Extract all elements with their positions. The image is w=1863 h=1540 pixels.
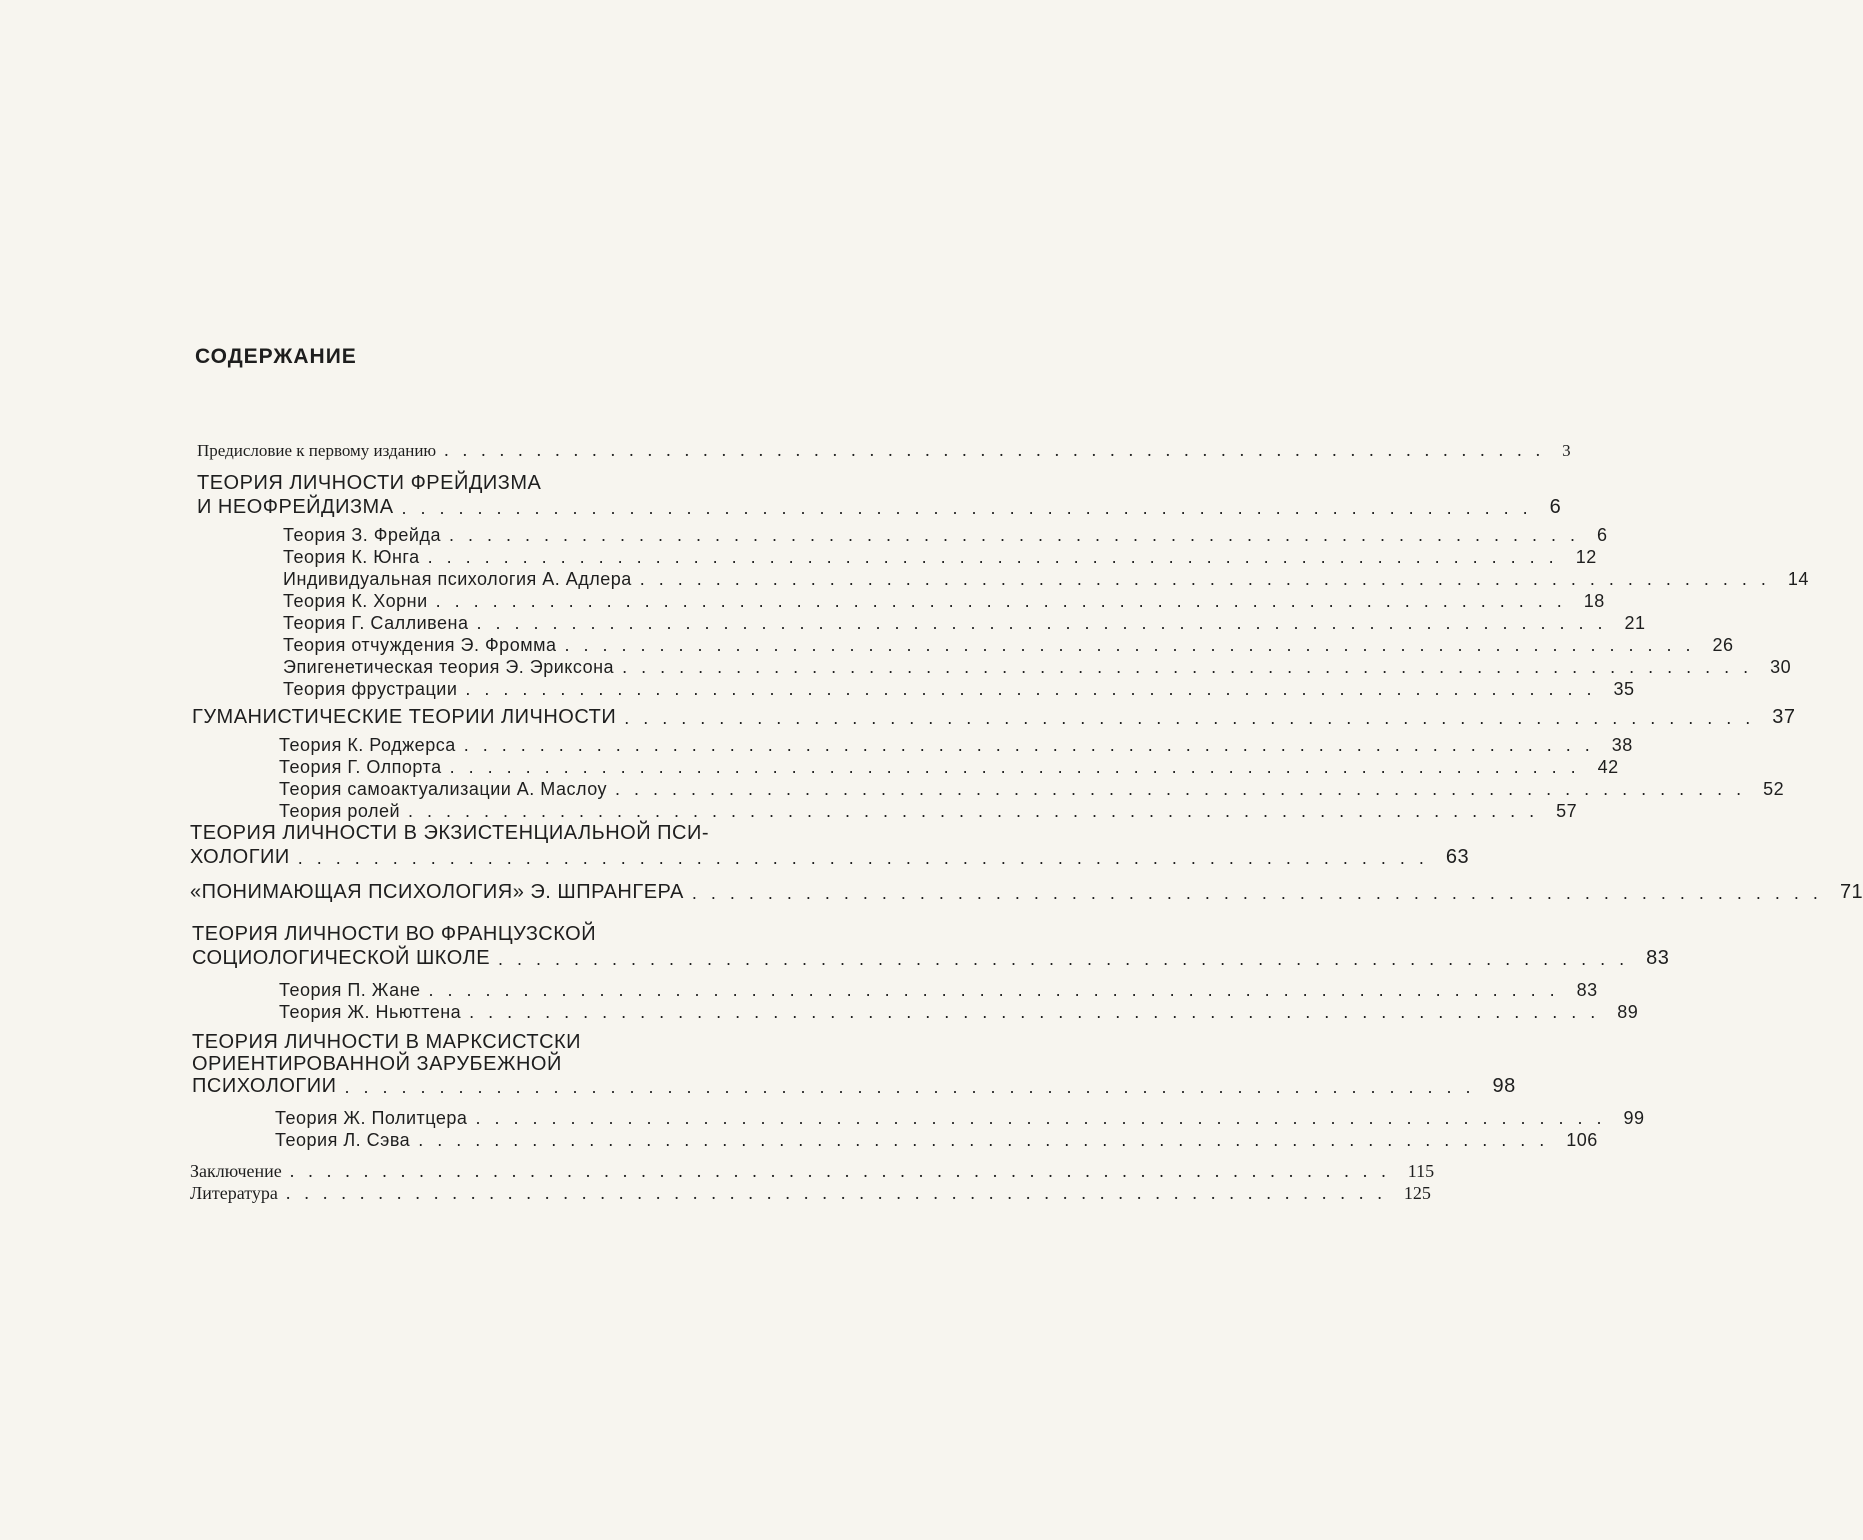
- toc-entry-title: ТЕОРИЯ ЛИЧНОСТИ В МАРКСИСТСКИ: [192, 1031, 582, 1053]
- toc-entry-page: 83: [1576, 980, 1598, 1000]
- dot-leader: ............................................................: [463, 735, 1604, 755]
- toc-entry-title: Теория отчуждения Э. Фромма: [283, 635, 557, 655]
- toc-entry-page: 83: [1646, 947, 1670, 969]
- toc-entry-title: Теория Г. Салливена: [283, 613, 469, 633]
- toc-entry: [279, 776, 1785, 800]
- toc-entry-title: Предисловие к первому изданию: [197, 441, 437, 460]
- toc-entry: [279, 977, 1598, 1001]
- toc-entry-title: Теория К. Роджерса: [279, 735, 456, 755]
- toc-entry-title: Теория фрустрации: [283, 679, 458, 699]
- dot-leader: ............................................................: [427, 547, 1568, 567]
- dot-leader: ............................................................: [401, 498, 1542, 518]
- toc-entry-page: 21: [1624, 613, 1646, 633]
- toc-entry: [192, 1052, 848, 1076]
- toc-entry-page: 57: [1556, 801, 1578, 821]
- dot-leader: ............................................................: [428, 980, 1569, 1000]
- toc-entry-page: 14: [1787, 569, 1809, 589]
- dot-leader: ............................................................: [465, 679, 1606, 699]
- toc-entry-title: Теория Ж. Ньюттена: [279, 1002, 462, 1022]
- dot-leader: ............................................................: [444, 440, 1555, 460]
- toc-entry: [192, 1074, 1516, 1098]
- toc-entry: [283, 544, 1597, 568]
- toc-entry: [192, 705, 1796, 729]
- toc-entry-title: Теория ролей: [279, 801, 401, 821]
- toc-entry-title: ГУМАНИСТИЧЕСКИЕ ТЕОРИИ ЛИЧНОСТИ: [192, 706, 617, 728]
- toc-entry-page: 6: [1549, 496, 1562, 518]
- toc-entry-page: 26: [1712, 635, 1734, 655]
- dot-leader: ............................................................: [475, 1108, 1616, 1128]
- toc-entry-title: Теория Ж. Политцера: [275, 1108, 468, 1128]
- toc-entry: [283, 610, 1646, 634]
- toc-entry-title: Заключение: [190, 1161, 282, 1181]
- toc-entry: [283, 632, 1734, 656]
- toc-entry-page: 30: [1770, 657, 1792, 677]
- toc-entry: [275, 1105, 1645, 1129]
- toc-entry-page: 115: [1407, 1161, 1435, 1181]
- toc-entry: [283, 588, 1605, 612]
- toc-entry-title: Теория К. Хорни: [283, 591, 428, 611]
- toc-entry: [279, 798, 1578, 822]
- toc-entry-page: 63: [1445, 846, 1470, 868]
- toc-entry-page: 52: [1763, 779, 1785, 799]
- toc-entry-title: Теория К. Юнга: [283, 547, 420, 567]
- toc-entry-title: «ПОНИМАЮЩАЯ ПСИХОЛОГИЯ» Э. ШПРАНГЕРА: [190, 881, 684, 903]
- toc-entry-page: 42: [1597, 757, 1619, 777]
- toc-entry: [190, 1158, 1435, 1182]
- toc-entry-title: Теория П. Жане: [279, 980, 421, 1000]
- dot-leader: ............................................................: [498, 949, 1639, 969]
- toc-entry: [283, 522, 1608, 546]
- toc-entry-title: ТЕОРИЯ ЛИЧНОСТИ В ЭКЗИСТЕНЦИАЛЬНОЙ ПСИ-: [190, 822, 710, 844]
- toc-entry: [190, 1180, 1431, 1204]
- dot-leader: [717, 823, 840, 845]
- toc-entry: [283, 566, 1809, 590]
- dot-leader: ............................................................: [476, 613, 1617, 633]
- toc-entry-page: 106: [1566, 1130, 1598, 1150]
- toc-entry: [279, 754, 1619, 778]
- toc-entry-page: 37: [1772, 706, 1796, 728]
- toc-entry: [283, 654, 1792, 678]
- toc-entry: [279, 732, 1633, 756]
- toc-entry-title: ТЕОРИЯ ЛИЧНОСТИ ФРЕЙДИЗМА: [197, 472, 542, 494]
- dot-leader: ............................................................: [435, 591, 1576, 611]
- dot-leader: ............................................................: [624, 708, 1765, 728]
- toc-entry-title: СОЦИОЛОГИЧЕСКОЙ ШКОЛЕ: [192, 947, 491, 969]
- toc-entry: [190, 880, 1863, 904]
- toc-entry-title: Индивидуальная психология А. Адлера: [283, 569, 632, 589]
- toc-entry-page: 98: [1492, 1075, 1516, 1097]
- toc-entry-page: 18: [1583, 591, 1605, 611]
- dot-leader: ............................................................: [418, 1130, 1559, 1150]
- toc-entry: [197, 471, 850, 495]
- dot-leader: ............................................................: [285, 1183, 1396, 1203]
- toc-entry-title: Теория З. Фрейда: [283, 525, 441, 545]
- toc-entry-page: 71: [1839, 881, 1863, 903]
- toc-entry-page: 3: [1562, 441, 1571, 460]
- toc-entry-page: 125: [1403, 1183, 1431, 1203]
- toc-entry-title: Теория Л. Сэва: [275, 1130, 411, 1150]
- toc-entry: [190, 821, 848, 845]
- toc-entry-title: Литература: [190, 1183, 278, 1203]
- dot-leader: ............................................................: [639, 569, 1780, 589]
- toc-entry: [275, 1127, 1598, 1151]
- toc-entry: [192, 1030, 848, 1054]
- dot-leader: ............................................................: [615, 779, 1756, 799]
- dot-leader: ............................................................: [469, 1002, 1610, 1022]
- dot-leader: ............................................................: [297, 848, 1438, 868]
- page-title: СОДЕРЖАНИЕ: [195, 345, 357, 368]
- toc-entry-title: Эпигенетическая теория Э. Эриксона: [283, 657, 615, 677]
- toc-entry: [190, 845, 1470, 869]
- toc-entry-page: 35: [1613, 679, 1635, 699]
- toc-entry: [197, 495, 1562, 519]
- toc-entry-page: 89: [1617, 1002, 1639, 1022]
- dot-leader: ............................................................: [344, 1077, 1485, 1097]
- toc-entry: [192, 946, 1670, 970]
- toc-entry: [283, 676, 1635, 700]
- dot-leader: ............................................................: [448, 525, 1590, 545]
- dot-leader: [589, 1032, 840, 1054]
- toc-entry-title: ОРИЕНТИРОВАННОЙ ЗАРУБЕЖНОЙ: [192, 1053, 562, 1075]
- toc-entry-title: Теория самоактуализации А. Маслоу: [279, 779, 608, 799]
- toc-entry: [279, 999, 1639, 1023]
- toc-entry-title: Теория Г. Олпорта: [279, 757, 442, 777]
- dot-leader: ............................................................: [564, 635, 1705, 655]
- toc-entry: [192, 922, 848, 946]
- dot-leader: ............................................................: [449, 757, 1590, 777]
- toc-entry-title: ТЕОРИЯ ЛИЧНОСТИ ВО ФРАНЦУЗСКОЙ: [192, 923, 597, 945]
- dot-leader: [549, 473, 842, 495]
- toc-entry-title: ХОЛОГИИ: [190, 846, 290, 868]
- dot-leader: ............................................................: [408, 801, 1549, 821]
- dot-leader: ............................................................: [622, 657, 1763, 677]
- dot-leader: [604, 924, 840, 946]
- toc-entry-page: 6: [1597, 525, 1608, 545]
- toc-entry-page: 12: [1575, 547, 1597, 567]
- dot-leader: ............................................................: [289, 1161, 1400, 1181]
- toc-entry-title: ПСИХОЛОГИИ: [192, 1075, 337, 1097]
- toc-entry: [197, 437, 1571, 461]
- dot-leader: [570, 1054, 840, 1076]
- dot-leader: ............................................................: [691, 883, 1832, 903]
- toc-entry-page: 38: [1611, 735, 1633, 755]
- toc-entry-page: 99: [1623, 1108, 1645, 1128]
- toc-entry-title: И НЕОФРЕЙДИЗМА: [197, 496, 394, 518]
